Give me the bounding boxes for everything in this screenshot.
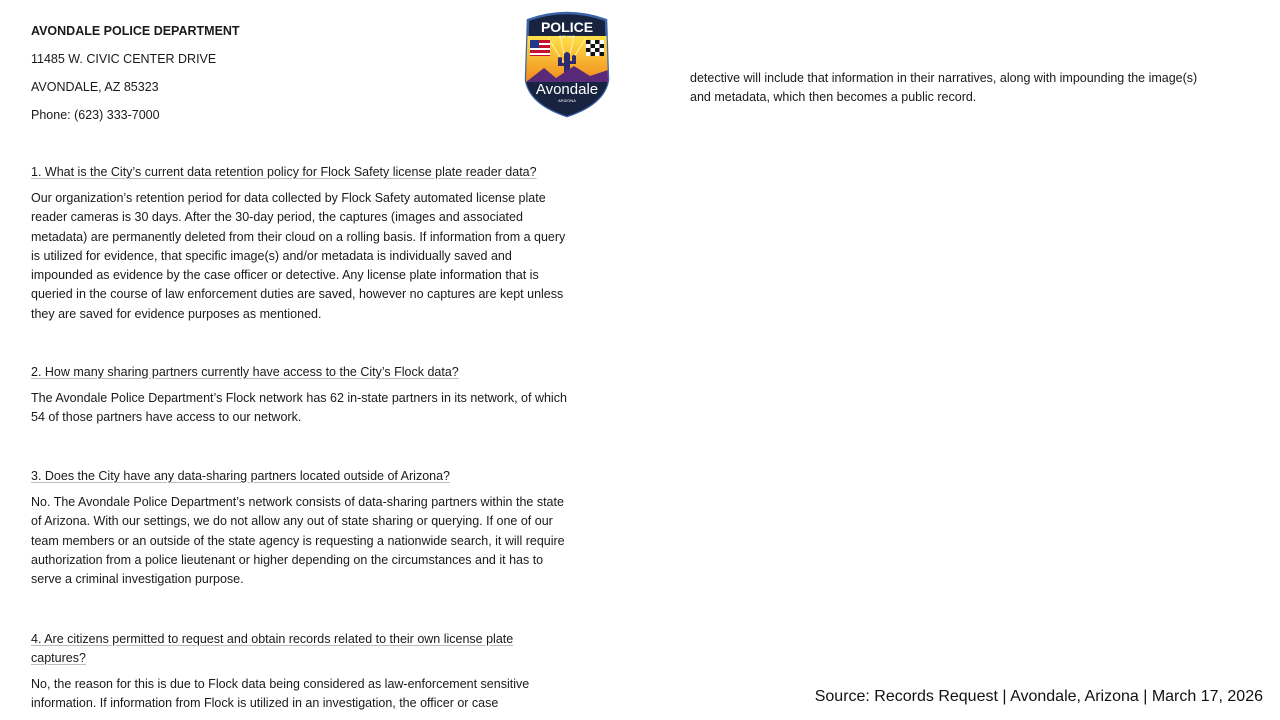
department-address: 11485 W. CIVIC CENTER DRIVE [31,52,217,66]
question-1: 1. What is the City’s current data retention policy for Flock Safety license plate reader data? [31,165,537,179]
answer-4: No, the reason for this is due to Flock data being considered as law-enforcement sensitive information. If information from Flock is utilized in an investigation, the officer or case [31,677,530,711]
badge-state-text: ARIZONA [558,98,576,103]
answer-1: Our organization’s retention period for data collected by Flock Safety automated license plate reader cameras is 30 days. After the 30-day period, the captures (images and associated metadata) are permanently deleted from their cloud on a rolling basis. If information from a query is utilized for evidence, that specific image(s) and/or metadata is individually saved and impounded as evidence by the case officer or detective. Any license plate information that is queried in the course of law enforcement duties are saved, however no captures are kept unless they are saved for evidence purposes as mentioned. [31,191,566,321]
question-3: 3. Does the City have any data-sharing partners located outside of Arizona? [31,469,451,483]
department-city-state-zip: AVONDALE, AZ 85323 [31,80,159,94]
qa-block-2 [31,363,571,428]
question-2: 2. How many sharing partners currently have access to the City’s Flock data? [31,365,459,379]
qa-block-3 [31,467,571,589]
source-caption: Source: Records Request | Avondale, Arizona | March 17, 2026 [814,688,1263,705]
letter-continuation-text: detective will include that information in their narratives, along with impounding the image(s) and metadata, which then becomes a public record. [690,71,1198,105]
department-phone: Phone: (623) 333-7000 [31,108,160,122]
department-name: AVONDALE POLICE DEPARTMENT [31,24,240,38]
qa-block-4 [31,630,571,714]
qa-block-1 [31,163,571,324]
police-badge-logo [518,8,616,120]
answer-3: No. The Avondale Police Department’s network consists of data-sharing partners within the state of Arizona. With our settings, we do not allow any out of state sharing or querying. If one of our team members or an outside of the state agency is requesting a nationwide search, it will require authorization from a police lieutenant or higher depending on the circumstances and it has to serve a criminal investigation purpose. [31,495,565,587]
badge-est-text: EST 1947 [559,35,575,39]
question-4: 4. Are citizens permitted to request and obtain records related to their own license plate captures? [31,632,514,665]
badge-city-text: Avondale [535,81,599,98]
answer-2: The Avondale Police Department’s Flock network has 62 in-state partners in its network, of which 54 of those partners have access to our network. [31,391,567,425]
letter-left-column [31,22,571,711]
badge-police-text: POLICE [540,19,594,35]
